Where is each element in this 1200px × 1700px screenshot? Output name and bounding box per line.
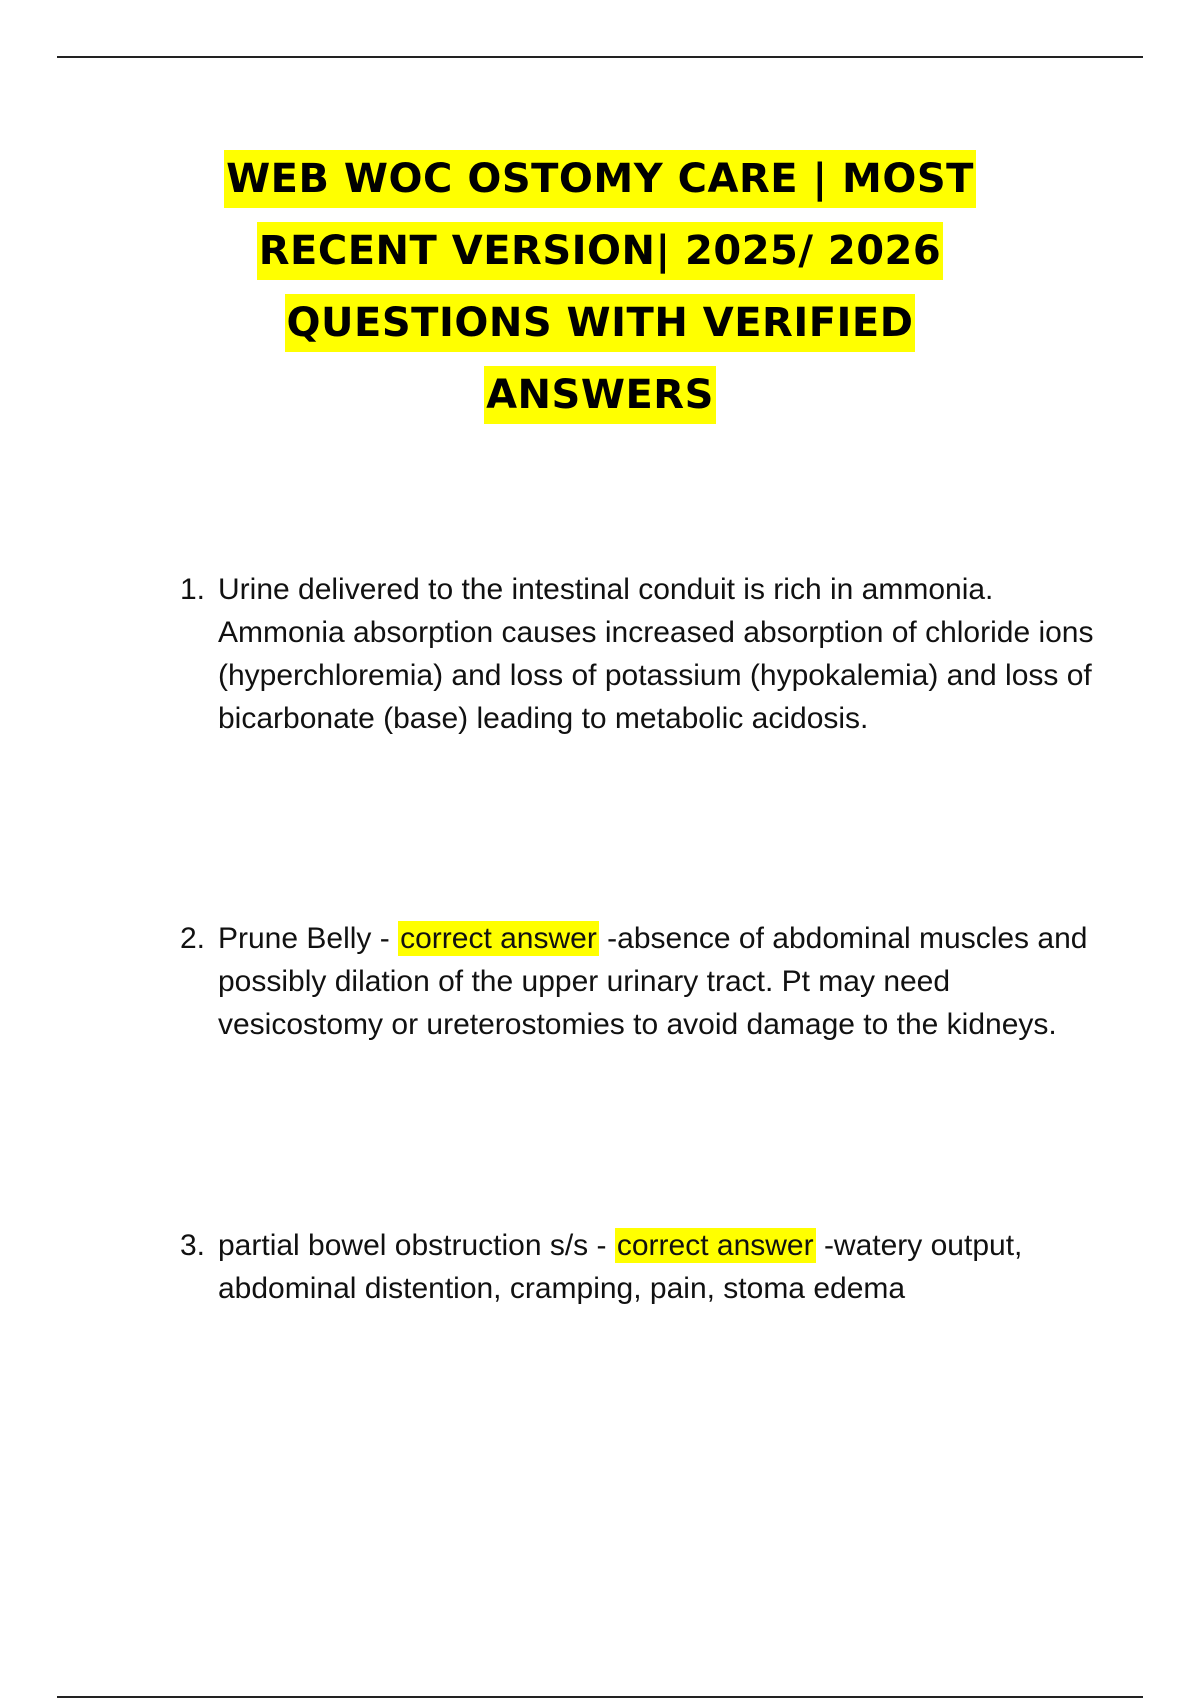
item-number: 2. <box>180 922 206 955</box>
item-number: 1. <box>180 573 206 606</box>
correct-answer-highlight: correct answer <box>616 1229 814 1262</box>
bottom-rule <box>57 1696 1143 1698</box>
item-question: Prune Belly - <box>218 922 390 955</box>
correct-answer-highlight: correct answer <box>400 922 597 955</box>
title-line <box>100 215 1100 287</box>
title-line <box>100 143 1100 215</box>
item-question: partial bowel obstruction s/s - <box>218 1229 607 1262</box>
title-line-text: QUESTIONS WITH VERIFIED <box>285 294 916 352</box>
title-line-text: RECENT VERSION| 2025/ 2026 <box>257 222 943 280</box>
title-line <box>100 359 1100 431</box>
item-body <box>218 1224 1100 1310</box>
item-body <box>218 568 1100 740</box>
title-line-text: WEB WOC OSTOMY CARE | MOST <box>224 150 976 208</box>
document-title <box>100 143 1100 431</box>
item-answer: -absence of abdominal muscles and possibly dilation of the upper urinary tract. Pt may need vesicostomy or ureterostomies to avoid damage to the kidneys. <box>218 922 1088 1041</box>
item-answer: -watery output, abdominal distention, cramping, pain, stoma edema <box>218 1229 1023 1305</box>
item-body <box>218 917 1100 1046</box>
question-item <box>180 568 1100 740</box>
title-line-text: ANSWERS <box>484 366 716 424</box>
question-item <box>180 917 1100 1046</box>
title-line <box>100 287 1100 359</box>
item-number: 3. <box>180 1229 206 1262</box>
question-item <box>180 1224 1100 1310</box>
top-rule <box>57 56 1143 58</box>
item-text: Urine delivered to the intestinal conduit is rich in ammonia. Ammonia absorption causes increased absorption of chloride ions (hyperchloremia) and loss of potassium (hypokalemia) and loss of bicarbonate (base) leading to metabolic acidosis. <box>218 573 1094 735</box>
